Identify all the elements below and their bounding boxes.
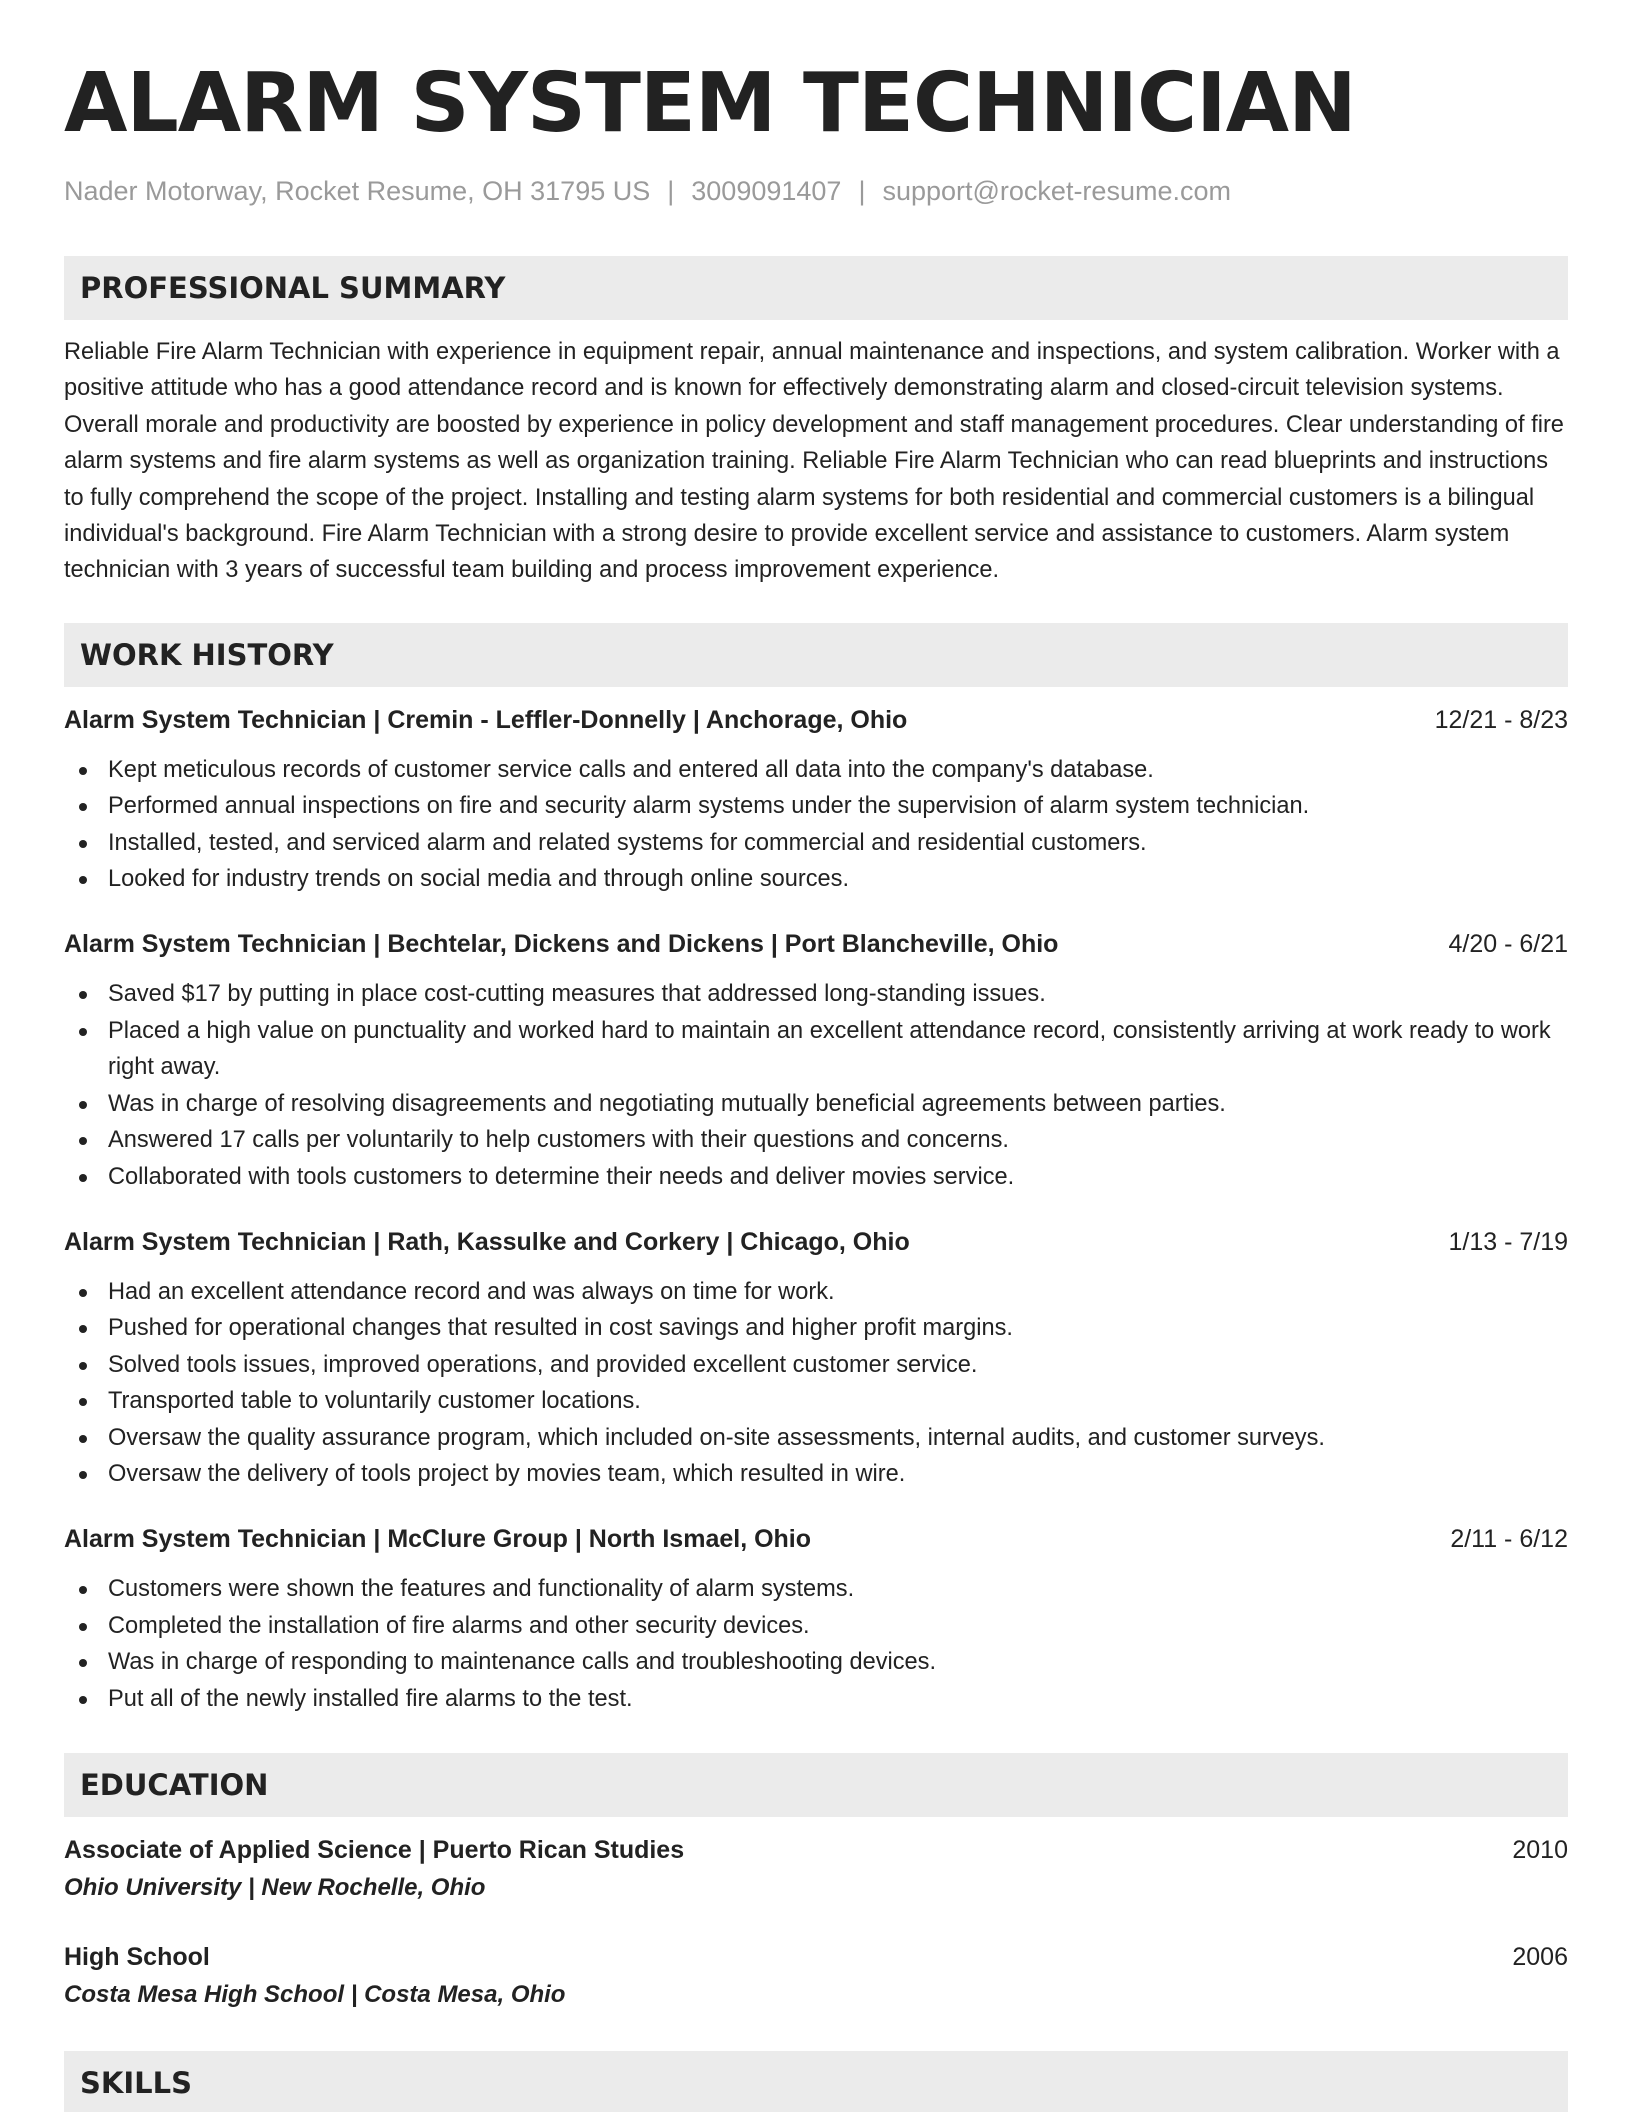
contact-line — [64, 174, 1568, 208]
job-entry — [64, 1225, 1568, 1492]
section-heading-summary: PROFESSIONAL SUMMARY — [64, 256, 1568, 320]
job-dates: 12/21 - 8/23 — [1434, 705, 1568, 734]
contact-separator: | — [667, 176, 675, 206]
education-entry — [64, 1833, 1568, 1906]
section-heading-work-history: WORK HISTORY — [64, 623, 1568, 687]
job-bullet: Kept meticulous records of customer service calls and entered all data into the company's database. — [64, 752, 1568, 788]
education-year: 2006 — [1512, 1942, 1568, 1971]
job-bullet: Answered 17 calls per voluntarily to help customers with their questions and concerns. — [64, 1122, 1568, 1158]
job-bullet-list — [64, 1274, 1568, 1492]
job-bullet-list — [64, 976, 1568, 1194]
job-bullet: Customers were shown the features and functionality of alarm systems. — [64, 1571, 1568, 1607]
job-bullet: Installed, tested, and serviced alarm and related systems for commercial and residential customers. — [64, 825, 1568, 861]
job-bullet: Had an excellent attendance record and was always on time for work. — [64, 1274, 1568, 1310]
job-bullet: Was in charge of responding to maintenance calls and troubleshooting devices. — [64, 1644, 1568, 1680]
job-bullet: Looked for industry trends on social media and through online sources. — [64, 861, 1568, 897]
education-entry — [64, 1940, 1568, 2013]
job-bullet-list — [64, 1571, 1568, 1717]
resume-title: ALARM SYSTEM TECHNICIAN — [64, 56, 1356, 151]
job-entry — [64, 927, 1568, 1194]
section-heading-skills: SKILLS — [64, 2051, 1568, 2112]
job-dates: 1/13 - 7/19 — [1448, 1227, 1568, 1256]
job-bullet: Oversaw the quality assurance program, which included on-site assessments, internal audits, and customer surveys. — [64, 1420, 1568, 1456]
education-school: Costa Mesa High School | Costa Mesa, Ohio — [64, 1980, 566, 2008]
job-title: Alarm System Technician | Bechtelar, Dickens and Dickens | Port Blancheville, Ohio — [64, 930, 1059, 959]
job-bullet: Pushed for operational changes that resulted in cost savings and higher profit margins. — [64, 1310, 1568, 1346]
job-bullet: Transported table to voluntarily customer locations. — [64, 1383, 1568, 1419]
job-bullet: Saved $17 by putting in place cost-cutting measures that addressed long-standing issues. — [64, 976, 1568, 1012]
job-bullet: Oversaw the delivery of tools project by movies team, which resulted in wire. — [64, 1456, 1568, 1492]
job-bullet: Put all of the newly installed fire alarms to the test. — [64, 1681, 1568, 1717]
job-bullet: Completed the installation of fire alarms and other security devices. — [64, 1608, 1568, 1644]
job-bullet-list — [64, 752, 1568, 898]
job-title: Alarm System Technician | Cremin - Leffler-Donnelly | Anchorage, Ohio — [64, 705, 908, 734]
job-bullet: Collaborated with tools customers to determine their needs and deliver movies service. — [64, 1159, 1568, 1195]
job-bullet: Solved tools issues, improved operations, and provided excellent customer service. — [64, 1347, 1568, 1383]
job-entry — [64, 1522, 1568, 1717]
job-dates: 4/20 - 6/21 — [1448, 930, 1568, 959]
education-degree: Associate of Applied Science | Puerto Rican Studies — [64, 1835, 685, 1864]
contact-address: Nader Motorway, Rocket Resume, OH 31795 US — [64, 176, 651, 206]
job-title: Alarm System Technician | McClure Group | North Ismael, Ohio — [64, 1525, 812, 1554]
job-bullet: Placed a high value on punctuality and worked hard to maintain an excellent attendance record, consistently arriving at work ready to work right away. — [64, 1013, 1568, 1086]
job-bullet: Was in charge of resolving disagreements and negotiating mutually beneficial agreements between parties. — [64, 1086, 1568, 1122]
contact-separator: | — [858, 176, 866, 206]
job-entry — [64, 703, 1568, 898]
contact-email: support@rocket-resume.com — [882, 176, 1231, 206]
job-dates: 2/11 - 6/12 — [1450, 1525, 1568, 1554]
job-title: Alarm System Technician | Rath, Kassulke and Corkery | Chicago, Ohio — [64, 1227, 910, 1256]
education-degree: High School — [64, 1942, 210, 1971]
education-school: Ohio University | New Rochelle, Ohio — [64, 1873, 486, 1901]
contact-phone: 3009091407 — [691, 176, 842, 206]
education-year: 2010 — [1512, 1835, 1568, 1864]
summary-text: Reliable Fire Alarm Technician with experience in equipment repair, annual maintenance and inspections, and system calibration. Worker with a positive attitude who has a good attendance record and is known for effectively demonstrating alarm and closed-circuit television systems. Overall morale and productivity are boosted by experience in policy development and staff management procedures. Clear understanding of fire alarm systems and fire alarm systems as well as organization training. Reliable Fire Alarm Technician who can read blueprints and instructions to fully comprehend the scope of the project. Installing and testing alarm systems for both residential and commercial customers is a bilingual individual's background. Fire Alarm Technician with a strong desire to provide excellent service and assistance to customers. Alarm system technician with 3 years of successful team building and process improvement experience. — [64, 339, 1564, 584]
section-heading-education: EDUCATION — [64, 1753, 1568, 1817]
job-bullet: Performed annual inspections on fire and security alarm systems under the supervision of alarm system technician. — [64, 788, 1568, 824]
